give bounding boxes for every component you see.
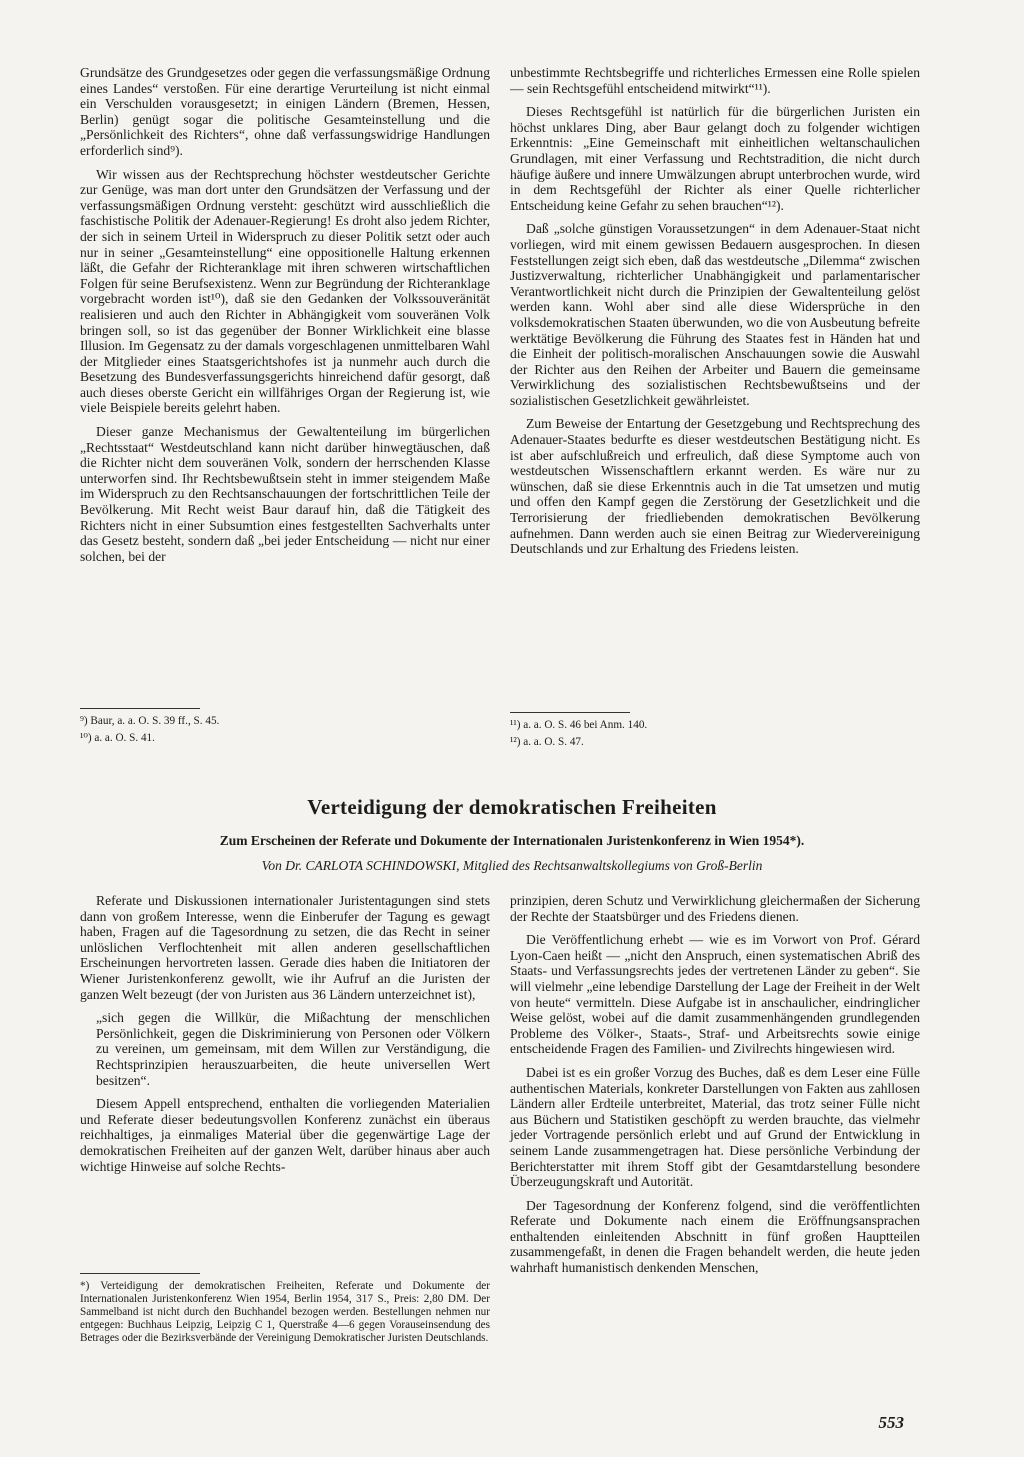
footnote-rule — [80, 1273, 200, 1274]
page-number: 553 — [878, 1413, 904, 1432]
footnote: ¹⁰) a. a. O. S. 41. — [80, 732, 155, 744]
paragraph: Dabei ist es ein großer Vorzug des Buches, daß es dem Leser eine Fülle authentischen Materials, konkreter Darstellungen von Fakten aus zahllosen Ländern aller Erdteile unterbreitet, Material, das trotz seiner Fülle nicht aus Büchern und Statistiken geschöpft zu werden brauchte, das vielmehr jeder Vortragende persönlich erlebt und auf Grund der Entwicklung in seinem Lande zusammengetragen hat. Diese persönliche Verbindung der Berichterstatter mit ihrem Stoff gibt der Gesamtdarstellung besondere Überzeugungskraft und Autorität. — [510, 1064, 920, 1190]
article-subtitle: Zum Erscheinen der Referate und Dokumente der Internationalen Juristenkonferenz in Wien 1954*). — [219, 833, 805, 848]
paragraph: prinzipien, deren Schutz und Verwirklichung gleichermaßen der Sicherung der Rechte der Staatsbürger und des Friedens dienen. — [510, 893, 920, 924]
article-title: Verteidigung der demokratischen Freiheiten — [307, 795, 717, 819]
article-byline: Von Dr. CARLOTA SCHINDOWSKI, Mitglied des Rechtsanwaltskollegiums von Groß-Berlin — [261, 858, 763, 873]
paragraph: Grundsätze des Grundgesetzes oder gegen die verfassungsmäßige Ordnung eines Landes“ verstoßen. Für eine derartige Verurteilung ist nicht einmal ein Verschulden vorausgesetzt; in einigen Ländern (Bremen, Hessen, Berlin) genügt sogar die politische Gesamteinstellung und die „Persönlichkeit des Richters“, ohne daß verfassungswidrige Handlungen erforderlich sind⁹). — [80, 65, 490, 158]
paragraph: Zum Beweise der Entartung der Gesetzgebung und Rechtsprechung des Adenauer-Staates bedurfte es dieser westdeutschen Bestätigung nicht. Es ist aber aufschlußreich und erfreulich, daß diese Symptome auch von westdeutschen Wissenschaftlern erkannt werden. Es wäre nur zu wünschen, daß sie diese Erkenntnis auch in die Tat umsetzen und mutig und offen den Kampf gegen die Zerstörung der Gesetzlichkeit und die Terrorisierung der friedliebenden demokratischen Bevölkerung aufnehmen. Dann werden auch sie einen Beitrag zur Wiedervereinigung Deutschlands und zur Erhaltung des Friedens leisten. — [510, 416, 920, 557]
top-right-footnotes — [510, 712, 920, 753]
top-right-column — [510, 65, 920, 565]
paragraph: Diesem Appell entsprechend, enthalten die vorliegenden Materialien und Referate dieser bedeutungsvollen Konferenz zunächst ein überaus reichhaltiges, ja einmaliges Material über die gegenwärtige Lage der demokratischen Freiheiten auf der ganzen Welt, darüber hinaus aber auch wichtige Hinweise auf solche Rechts- — [80, 1096, 490, 1174]
footnote: ⁹) Baur, a. a. O. S. 39 ff., S. 45. — [80, 715, 220, 727]
paragraph: unbestimmte Rechtsbegriffe und richterliches Ermessen eine Rolle spielen — sein Rechtsgefühl entscheidend mitwirkt“¹¹). — [510, 65, 920, 96]
footnote: ¹¹) a. a. O. S. 46 bei Anm. 140. — [510, 719, 648, 731]
footnote: ¹²) a. a. O. S. 47. — [510, 736, 584, 748]
paragraph: Dieses Rechtsgefühl ist natürlich für die bürgerlichen Juristen ein höchst unklares Ding, aber Baur gelangt doch zu folgender wichtigen Erkenntnis: „Eine Gemeinschaft mit einheitlichen weltanschaulichen Grundlagen, mit einer Verfassung und Rechtstradition, die nicht durch häufige äußere und innere Umwälzungen abrupt unterbrochen wurde, wird in dem Rechtsgefühl der Richter als einer Quelle richterlicher Entscheidung keine Gefahr zu sehen brauchen“¹²). — [510, 104, 920, 213]
footnote: *) Verteidigung der demokratischen Freiheiten, Referate und Dokumente der Internationalen Juristenkonferenz Wien 1954, Berlin 1954, 317 S., Preis: 2,80 DM. Der Sammelband ist nicht durch den Buchhandel bezogen werden. Bestellungen nehmen nur entgegen: Buchhaus Leipzig, Leipzig C 1, Querstraße 4—6 gegen Vorauseinsendung des Betrages oder die Bezirksverbände der Vereinigung Demokratischer Juristen Deutschlands. — [80, 1280, 490, 1344]
article-left-column — [80, 893, 490, 1182]
paragraph: Daß „solche günstigen Voraussetzungen“ in dem Adenauer-Staat nicht vorliegen, wird mit einem gewissen Bedauern ausgesprochen. In diesen Feststellungen zeigt sich eben, daß das westdeutsche „Dilemma“ zwischen Justizverwaltung, richterlicher Unabhängigkeit und parlamentarischer Verantwortlichkeit nicht durch die Prinzipien der Gewaltenteilung gelöst werden kann. Wohl aber sind alle diese Widersprüche in den volksdemokratischen Staaten überwunden, wo die von Ausbeutung befreite werktätige Bevölkerung die Führung des Staates fest in Händen hat und die Einheit der politisch-moralischen Anschauungen sowie die Auswahl der Richter aus den Reihen der Arbeiter und Bauern die gemeinsame Verwirklichung des sozialistischen Rechtsbewußtseins und der sozialistischen Gesetzlichkeit gewährleistet. — [510, 221, 920, 408]
top-left-column — [80, 65, 490, 572]
paragraph: Referate und Diskussionen internationaler Juristentagungen sind stets dann von großem Interesse, wenn die Einberufer der Tagung es gewagt haben, Fragen auf die Tagesordnung zu setzen, die das Recht in seiner unlöslichen Verflochtenheit mit allen anderen gesellschaftlichen Erscheinungen hervortreten lassen. Gerade dies haben die Initiatoren der Wiener Juristenkonferenz gewollt, wie ihr Aufruf an die Juristen der ganzen Welt bezeugt (der von Juristen aus 36 Ländern unterzeichnet ist), — [80, 893, 490, 1002]
footnote-rule — [80, 708, 200, 709]
paragraph: Dieser ganze Mechanismus der Gewaltenteilung im bürgerlichen „Rechtsstaat“ Westdeutschland kann nicht darüber hinwegtäuschen, daß die Richter nicht dem souveränen Volk, sondern der herrschenden Klasse unterworfen sind. Ihr Rechtsbewußtsein steht in immer steigendem Maße im Widerspruch zu den Rechtsanschauungen der fortschrittlichen Teile der Bevölkerung. Mit Recht weist Baur darauf hin, daß die Tätigkeit des Richters nicht in einer Subsumtion eines festgestellten Sachverhalts unter das Gesetz besteht, sondern daß „bei jeder Entscheidung — nicht nur einer solchen, bei der — [80, 424, 490, 564]
footnote-rule — [510, 712, 630, 713]
article-right-column — [510, 893, 920, 1284]
top-left-footnotes — [80, 708, 490, 749]
paragraph: Der Tagesordnung der Konferenz folgend, sind die veröffentlichten Referate und Dokumente nach einem die Eröffnungsansprachen enthaltenden einleitenden Abschnitt in fünf großen Hauptteilen zusammengefaßt, in denen die Fragen behandelt werden, die heute jeden wahrhaft humanistisch denkenden Menschen, — [510, 1197, 920, 1276]
article-footnote-block — [80, 1273, 490, 1349]
paragraph: Die Veröffentlichung erhebt — wie es im Vorwort von Prof. Gérard Lyon-Caen heißt — „nicht den Anspruch, einen systematischen Abriß des Staats- und Verfassungsrechts jedes der vertretenen Länder zu geben“. Sie will vielmehr „eine lebendige Darstellung der Lage der Freiheit in der Welt von heute“ vermitteln. Diese Aufgabe ist in anschaulicher, eindringlicher Weise gelöst, wobei auf die damit zusammenhängenden grundlegenden Probleme des Völker-, Staats-, Straf- und Arbeitsrechts sowie einige entscheidende Fragen des Familien- und Zivilrechts hingewiesen wird. — [510, 932, 920, 1057]
quotation: „sich gegen die Willkür, die Mißachtung der menschlichen Persönlichkeit, gegen die Diskriminierung von Personen oder Völkern zu vereinen, um gemeinsam, mit dem Willen zur Verständigung, die Rechtsprinzipien herauszuarbeiten, die heute universellen Wert besitzen“. — [96, 1010, 490, 1088]
paragraph: Wir wissen aus der Rechtsprechung höchster westdeutscher Gerichte zur Genüge, was man dort unter den Grundsätzen der Verfassung und der verfassungsmäßigen Ordnung versteht: geschützt wird ausschließlich die faschistische Politik der Adenauer-Regierung! Es droht also jedem Richter, der sich in seinem Urteil in Widerspruch zu dieser Politik setzt oder auch nur in seiner „Gesamteinstellung“ eine oppositionelle Haltung erkennen läßt, die Gefahr der Richteranklage mit ihren schweren wirtschaftlichen Folgen für seine Berufsexistenz. Wenn zur Begründung der Richteranklage vorgebracht worden ist¹⁰), daß sie den Gedanken der Volkssouveränität realisieren und auch den Richter in Abhängigkeit vom souveränen Volk bringen soll, so ist das gegenüber der Bonner Wirklichkeit eine blasse Illusion. Im Gegensatz zu der damals vorgeschlagenen unmittelbaren Wahl der Mitglieder eines Staatsgerichtshofes ist ja nunmehr auch durch die Besetzung des Bundesverfassungsgerichts hinreichend dafür gesorgt, daß auch dieses oberste Gericht ein willfähriges Organ der Regierung ist, wie viele Beispiele bereits gelehrt haben. — [80, 166, 490, 416]
